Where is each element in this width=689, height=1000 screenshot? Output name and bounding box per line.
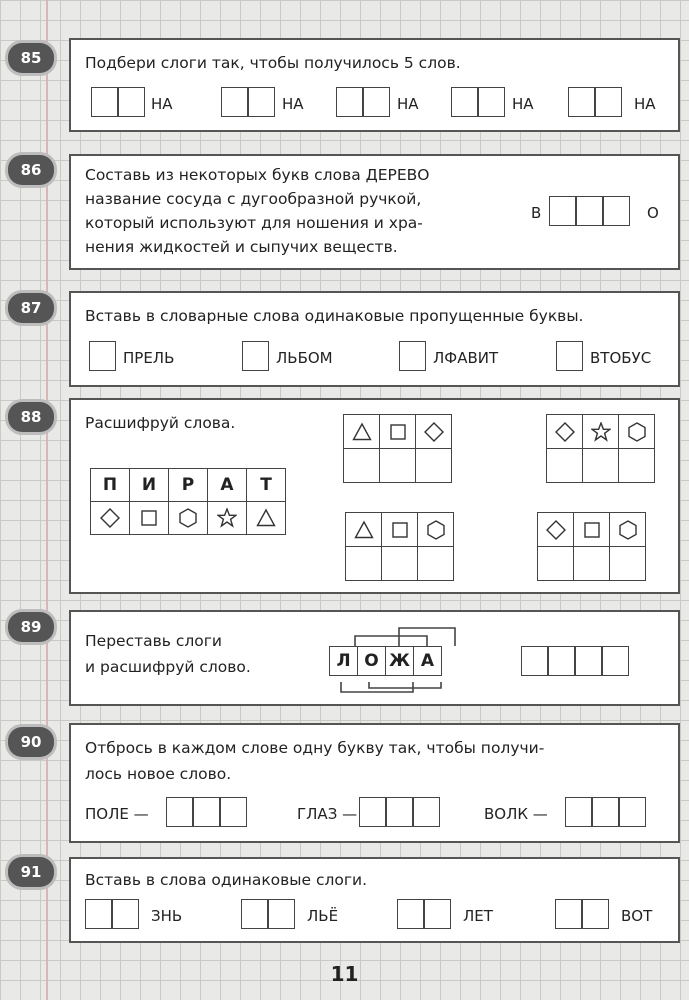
task-87-word: ВТОБУС [590,349,652,367]
task-85-ending: НА [151,95,173,113]
task-87 [69,291,680,387]
task-85-cell[interactable] [91,87,118,117]
page-margin-line [46,0,48,1000]
triangle-icon [352,422,372,442]
task-90-cell[interactable] [359,797,386,827]
key-letter-cell: Т [246,468,286,502]
puzzle-shape-cell [415,414,452,449]
hexagon-icon [426,520,446,540]
square-icon [388,422,408,442]
task-90-cell[interactable] [413,797,440,827]
puzzle-answer-cell[interactable] [609,546,646,581]
task-89-letter: А [413,646,442,676]
puzzle-answer-cell[interactable] [573,546,610,581]
star-icon [217,508,237,528]
task-86-line: Составь из некоторых букв слова ДЕРЕВО [85,166,430,184]
page-number: 11 [330,962,359,986]
key-letter-cell: А [207,468,247,502]
diamond-icon [555,422,575,442]
task-89-letter: О [357,646,386,676]
task-85-number: 85 [8,43,54,73]
task-91-cell[interactable] [241,899,268,929]
task-91-ending: ЛЬЁ [307,907,339,925]
task-91-cell[interactable] [555,899,582,929]
task-90-cell[interactable] [592,797,619,827]
task-85-cell[interactable] [568,87,595,117]
puzzle-answer-cell[interactable] [415,448,452,483]
task-90-cell[interactable] [193,797,220,827]
task-86-line: название сосуда с дугообразной ручкой, [85,190,422,208]
task-85-ending: НА [282,95,304,113]
task-87-text: Вставь в словарные слова одинаковые пропущенные буквы. [85,307,584,325]
puzzle-shape-cell [537,512,574,547]
triangle-icon [256,508,276,528]
task-90-cell[interactable] [619,797,646,827]
task-91-ending: ВОТ [621,907,653,925]
key-letter-cell: Р [168,468,208,502]
key-letter-cell: П [90,468,130,502]
task-91 [69,857,680,943]
puzzle-answer-cell[interactable] [345,546,382,581]
task-86-letter-right: О [647,204,659,222]
task-87-word: ЛЬБОМ [276,349,333,367]
puzzle-shape-cell [345,512,382,547]
puzzle-shape-cell [417,512,454,547]
task-86 [69,154,680,270]
task-85-ending: НА [397,95,419,113]
task-85-cell[interactable] [118,87,145,117]
diamond-icon [100,508,120,528]
task-90-word: ВОЛК — [484,805,548,823]
diamond-icon [546,520,566,540]
task-90-line: Отбрось в каждом слове одну букву так, чтобы получи- [85,739,545,757]
task-91-ending: ЛЕТ [463,907,493,925]
task-89-line: Переставь слоги [85,632,222,650]
star-icon [591,422,611,442]
task-86-cell[interactable] [603,196,630,226]
puzzle-shape-cell [573,512,610,547]
task-87-cell[interactable] [399,341,426,371]
task-89-cell[interactable] [602,646,629,676]
puzzle-shape-cell [343,414,380,449]
task-85-cell[interactable] [336,87,363,117]
task-86-cell[interactable] [549,196,576,226]
task-88-text: Расшифруй слова. [85,414,236,432]
task-89-number: 89 [8,612,54,642]
task-85-cell[interactable] [248,87,275,117]
task-87-word: ПРЕЛЬ [123,349,175,367]
triangle-icon [354,520,374,540]
puzzle-answer-cell[interactable] [379,448,416,483]
puzzle-answer-cell[interactable] [618,448,655,483]
task-90-cell[interactable] [386,797,413,827]
hexagon-icon [618,520,638,540]
task-87-cell[interactable] [242,341,269,371]
task-87-number: 87 [8,293,54,323]
task-85-ending: НА [634,95,656,113]
task-89-cell[interactable] [575,646,602,676]
square-icon [390,520,410,540]
task-89-cell[interactable] [521,646,548,676]
task-91-ending: ЗНЬ [151,907,183,925]
task-86-letter-left: В [531,204,542,222]
puzzle-shape-cell [546,414,583,449]
task-87-cell[interactable] [556,341,583,371]
task-88 [69,398,680,594]
task-91-cell[interactable] [397,899,424,929]
square-icon [582,520,602,540]
task-91-cell[interactable] [268,899,295,929]
task-85-cell[interactable] [595,87,622,117]
task-89-cell[interactable] [548,646,575,676]
task-90-word: ГЛАЗ — [297,805,358,823]
task-90-cell[interactable] [565,797,592,827]
task-90-line: лось новое слово. [85,765,232,783]
key-letter-cell: И [129,468,169,502]
puzzle-answer-cell[interactable] [417,546,454,581]
puzzle-answer-cell[interactable] [546,448,583,483]
task-89 [69,610,680,706]
task-85-ending: НА [512,95,534,113]
puzzle-shape-cell [379,414,416,449]
task-85-cell[interactable] [221,87,248,117]
key-shape-cell [90,501,130,535]
puzzle-shape-cell [618,414,655,449]
task-85-cell[interactable] [363,87,390,117]
task-85-text: Подбери слоги так, чтобы получилось 5 слов. [85,54,461,72]
puzzle-shape-cell [381,512,418,547]
task-85-cell[interactable] [478,87,505,117]
task-87-cell[interactable] [89,341,116,371]
key-shape-cell [207,501,247,535]
task-85 [69,38,680,132]
key-shape-cell [246,501,286,535]
key-shape-cell [168,501,208,535]
task-91-cell[interactable] [112,899,139,929]
task-90-word: ПОЛЕ — [85,805,149,823]
task-90-cell[interactable] [220,797,247,827]
task-86-line: который используют для ношения и хра- [85,214,423,232]
puzzle-answer-cell[interactable] [582,448,619,483]
task-89-letter: Ж [385,646,414,676]
task-88-number: 88 [8,402,54,432]
task-86-line: нения жидкостей и сыпучих веществ. [85,238,398,256]
task-86-cell[interactable] [576,196,603,226]
hexagon-icon [178,508,198,528]
task-91-number: 91 [8,857,54,887]
diamond-icon [424,422,444,442]
task-87-word: ЛФАВИТ [433,349,499,367]
task-90 [69,723,680,843]
puzzle-shape-cell [582,414,619,449]
puzzle-answer-cell[interactable] [537,546,574,581]
task-91-cell[interactable] [424,899,451,929]
key-shape-cell [129,501,169,535]
task-90-cell[interactable] [166,797,193,827]
hexagon-icon [627,422,647,442]
puzzle-answer-cell[interactable] [381,546,418,581]
task-89-letter: Л [329,646,358,676]
puzzle-answer-cell[interactable] [343,448,380,483]
task-86-number: 86 [8,155,54,185]
task-91-text: Вставь в слова одинаковые слоги. [85,871,368,889]
task-85-cell[interactable] [451,87,478,117]
task-89-line: и расшифруй слово. [85,658,251,676]
task-91-cell[interactable] [582,899,609,929]
square-icon [139,508,159,528]
puzzle-shape-cell [609,512,646,547]
task-91-cell[interactable] [85,899,112,929]
task-90-number: 90 [8,727,54,757]
